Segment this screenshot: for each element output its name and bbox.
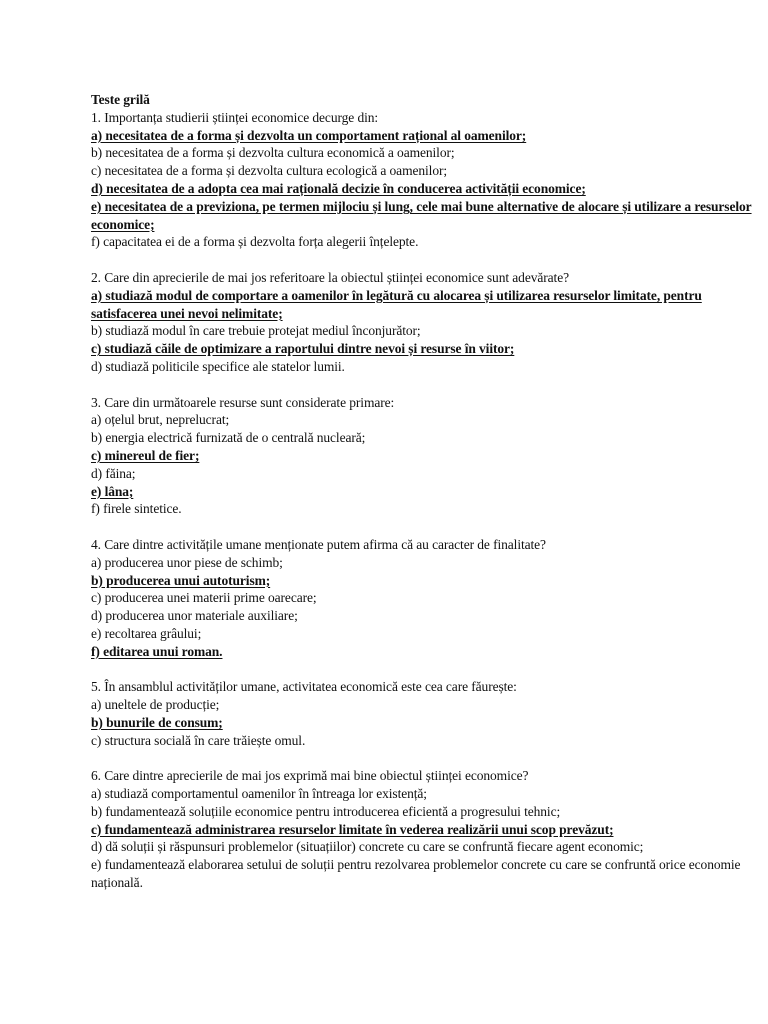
question-text: 5. În ansamblul activităților umane, activitatea economică este cea care făurește: xyxy=(91,679,517,695)
answer-option: f) firele sintetice. xyxy=(91,501,182,517)
answer-option: b) studiază modul în care trebuie protejat mediul înconjurător; xyxy=(91,323,421,339)
correct-answer-option: d) necesitatea de a adopta cea mai rațională decizie în conducerea activității economice; xyxy=(91,180,586,196)
question-list xyxy=(91,109,761,892)
answer-option: c) producerea unei materii prime oarecare; xyxy=(91,590,317,606)
correct-answer-option: e) lâna; xyxy=(91,483,134,499)
quiz-document xyxy=(91,91,761,910)
question-text: 1. Importanța studierii științei economice decurge din: xyxy=(91,109,379,125)
correct-answer-option: c) fundamentează administrarea resurselor limitate în vederea realizării unui scop prevăzut; xyxy=(91,821,614,837)
correct-answer-option: c) studiază căile de optimizare a raportului dintre nevoi și resurse în viitor; xyxy=(91,341,515,357)
question-text: 3. Care din următoarele resurse sunt considerate primare: xyxy=(91,394,395,410)
question-block xyxy=(91,536,761,661)
question-block xyxy=(91,678,761,749)
document-title: Teste grilă xyxy=(91,92,150,107)
correct-answer-option: a) necesitatea de a forma și dezvolta un comportament rațional al oamenilor; xyxy=(91,127,527,143)
answer-option: b) fundamentează soluțiile economice pentru introducerea eficientă a progresului tehnic; xyxy=(91,803,561,819)
correct-answer-option: b) bunurile de consum; xyxy=(91,714,223,730)
answer-option: a) uneltele de producție; xyxy=(91,697,220,713)
answer-option: d) producerea unor materiale auxiliare; xyxy=(91,608,298,624)
answer-option: a) oțelul brut, neprelucrat; xyxy=(91,412,230,428)
question-block xyxy=(91,767,761,892)
correct-answer-option: a) studiază modul de comportare a oamenilor în legătură cu alocarea și utilizarea resurselor limitate, pentru satisfacerea unei nevoi nelimitate; xyxy=(91,287,702,321)
question-text: 6. Care dintre aprecierile de mai jos exprimă mai bine obiectul științei economice? xyxy=(91,768,529,784)
correct-answer-option: c) minereul de fier; xyxy=(91,447,200,463)
question-block xyxy=(91,394,761,519)
correct-answer-option: b) producerea unui autoturism; xyxy=(91,572,271,588)
answer-option: d) făina; xyxy=(91,465,136,481)
question-text: 4. Care dintre activitățile umane menționate putem afirma că au caracter de finalitate? xyxy=(91,536,546,552)
answer-option: d) studiază politicile specifice ale statelor lumii. xyxy=(91,358,345,374)
answer-option: a) studiază comportamentul oamenilor în întreaga lor existență; xyxy=(91,786,427,802)
answer-option: c) structura socială în care trăiește omul. xyxy=(91,732,306,748)
correct-answer-option: f) editarea unui roman. xyxy=(91,643,223,659)
question-block xyxy=(91,269,761,376)
answer-option: b) necesitatea de a forma și dezvolta cultura economică a oamenilor; xyxy=(91,145,455,161)
answer-option: a) producerea unor piese de schimb; xyxy=(91,554,283,570)
answer-option: c) necesitatea de a forma și dezvolta cultura ecologică a oamenilor; xyxy=(91,163,448,179)
answer-option: b) energia electrică furnizată de o centrală nucleară; xyxy=(91,430,366,446)
answer-option: d) dă soluții și răspunsuri problemelor (situațiilor) concrete cu care se confruntă fiecare agent economic; xyxy=(91,839,644,855)
question-block xyxy=(91,109,761,251)
question-text: 2. Care din aprecierile de mai jos referitoare la obiectul științei economice sunt adevărate? xyxy=(91,269,569,285)
correct-answer-option: e) necesitatea de a previziona, pe termen mijlociu și lung, cele mai bune alternative de alocare și utilizare a resurselor economice; xyxy=(91,198,752,232)
answer-option: e) fundamentează elaborarea setului de soluții pentru rezolvarea problemelor concrete cu care se confruntă orice economie națională. xyxy=(91,857,741,891)
answer-option: f) capacitatea ei de a forma și dezvolta forța alegerii înțelepte. xyxy=(91,234,419,250)
answer-option: e) recoltarea grâului; xyxy=(91,625,202,641)
